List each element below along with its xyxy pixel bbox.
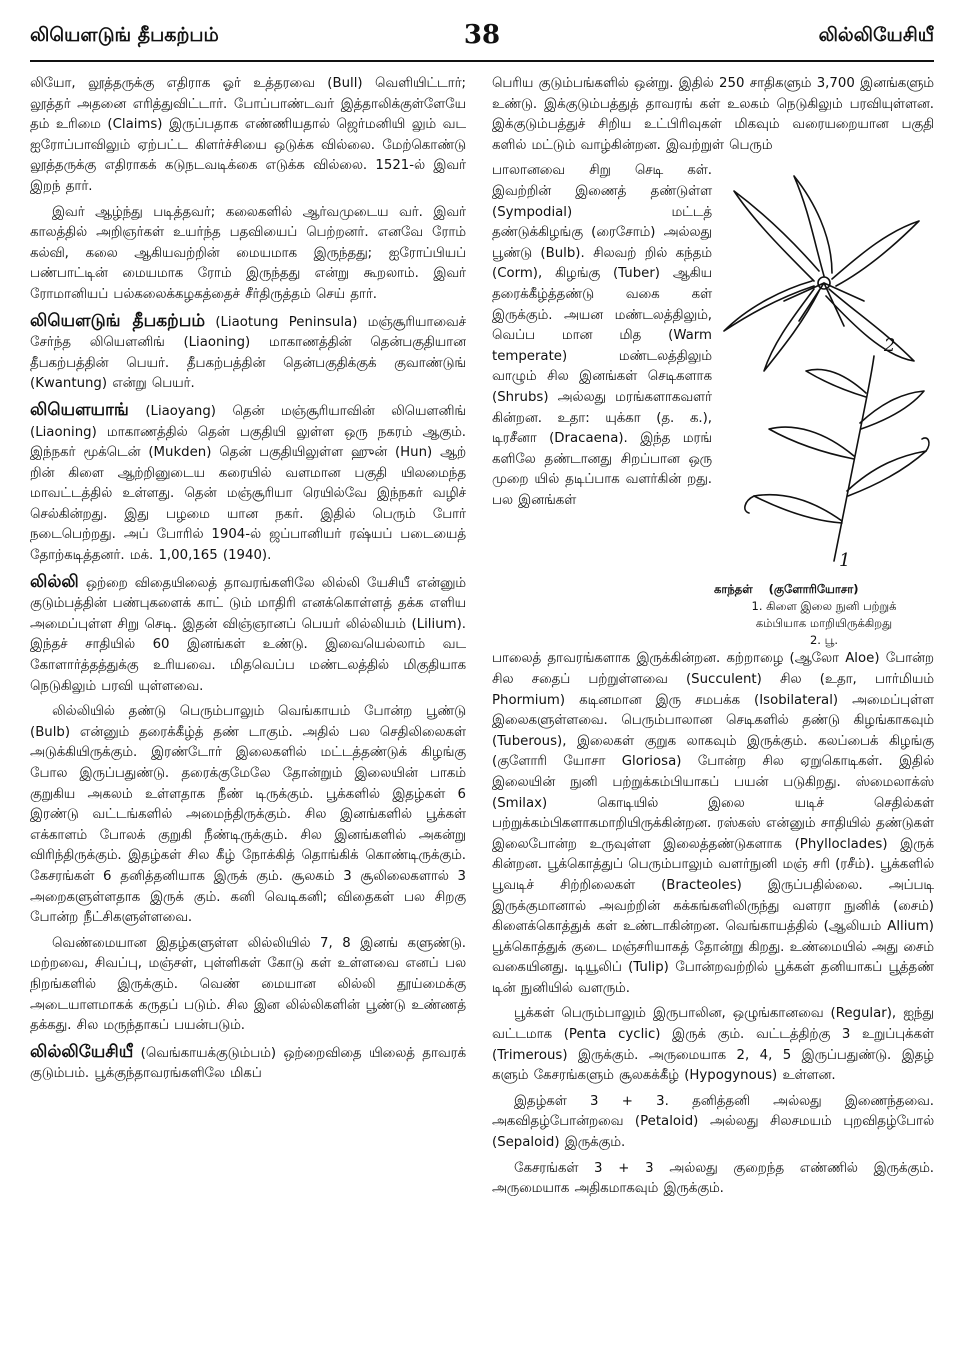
petal-shape [764,289,819,371]
paragraph: பெரிய குடும்பங்களில் ஒன்று. இதில் 250 சாதிகளும் 3,700 இனங்களும் உண்டு. இக்குடும்பத்துத் தாவரங் கள் உலகம் நெடுகிலும் பரவியுள்ளன. இக்குடும்பத்துச் சிறிய உட்பிரிவுகள் மிகவும் வரையறையான பகுதி களில் மட்டும் வாழ்கின்றன. இவற்றுள் பெரும் [492,76,934,153]
entry-lily: லில்லி ஒற்றை விதையிலைத் தாவரங்களிலே லில்லி யேசியீ என்னும் குடும்பத்தின் பண்புகளைக் காட் டும் மாதிரி எனக்கொள்ளத் தக்க எளிய அமைப்புள்ள சிறு செடி. இதன் விஞ்ஞானப் பெயர் லில்லியம் (Lilium). இந்தச் சாதியில் 60 இனங்கள் உண்டு. இவையெல்லாம் வட கோளார்த்தத்துக்கு உரியவை. மிதவெப்ப மண்டலத்தில் மிகுதியாக நெடுகிலும் பரவி யுள்ளவை. [30,571,466,694]
caption-name: காந்தள் [714,582,753,597]
entry-liaotung: லியௌடுங் தீபகற்பம் (Liaotung Peninsula) மஞ்சூரியாவைச் சேர்ந்த லியௌனிங் (Liaoning) மாகாணத்தின் தென்பகுதியான தீபகற்பத்தின் பெயர். தீபகற்பத்தின் தென்பகுதிக்குக் குவாண்டுங் (Kwantung) என்று பெயர். [30,310,466,392]
paragraph: வெண்மையான இதழ்களுள்ள லில்லியில் 7, 8 இனங் களுண்டு. மற்றவை, சிவப்பு, மஞ்சள், புள்ளிகள் கோடு கள் உள்ளவை எனப் பல நிறங்களில் இருக்கும். வெண் மையான லில்லி தூய்மைக்கு அடையாளமாகக் கருதப் படும். சில இன லில்லிகளின் பூண்டு உண்ணத் தக்கது. சில மருந்தாகப் பயன்படும். [30,935,466,1034]
page-number: 38 [463,20,501,50]
leaf-shape [754,495,842,523]
entry-liaoyang: லியௌயாங் (Liaoyang) தென் மஞ்சூரியாவின் லியௌனிங் (Liaoning) மாகாணத்தில் தென் பகுதியி லுள்ள ஒரு நகரம் ஆகும். இந்நகர் மூக்டென் (Mukden) தென் பகுதியிலுள்ள ஹுன் (Hun) ஆற் றின் கிளை ஆற்றினுடைய கரையில் வளமான பகுதி யிலமைந்த மாவட்டத்தில் உள்ளது. தென் மஞ்சூரியா ரெயில்வே இந்நகர் வழிச் செல்கின்றது. இது பழமை யான நகர். இதில் பெரும் போர் நடைபெற்றது. அப் போரில் 1904-ல் ஜப்பானியர் ரஷ்யப் படையைத் தோற்கடித்தனர். மக். 1,00,165 (1940). [30,399,466,564]
paragraph-wrapped: பாலானவை சிறு செடி கள். இவற்றின் இணைத் தண்டுள்ள (Sympodial) மட்டத் தண்டுக்கிழங்கு (ரைசோம்) அல்லது பூண்டு (Bulb). சிலவற் றில் கந்தம் (Corm), கிழங்கு (Tuber) ஆகிய தரைக்கீழ்த்தண்டு வகை கள் இருக்கும். அயன மண்டலத்திலும், வெப்ப மான மித (Warm temperate) மண்டலத்திலும் வாழும் சில இனங்கள் செடிகளாக (Shrubs) அல்லது மரங்களாகவளர் கின்றன. உதா: யுக்கா (த. க.), டிரசீனா (Dracaena). இந்த மரங் களிலே தண்டானது சிறப்பான ஒரு முறை யில் தடிப்பாக வளர்கின் றது. பல இனங்கள் [492,163,712,508]
figure-caption [714,581,934,649]
paragraph: பாலைத் தாவரங்களாக இருக்கின்றன. கற்றாழை (ஆலோ Aloe) போன்ற சில சதைப் பற்றுள்ளவை (Succulent) சில (உதா, பார்மியம் Phormium) கடினமான இரு சமபக்க (Isobilateral) அமைப்புள்ள இலைகளுள்ளவை. பெரும்பாலான செடிகளில் தண்டு கிழங்காகவும் (Tuberous), இலைகள் குறுக லாகவும் இருக்கும். கலப்பைக் கிழங்கு (குளோரி யோசா Gloriosa) போன்ற சில ஏறுகொடிகள். இதில் இலையின் நுனி பற்றுக்கம்பியாகப் பயன் படுகிறது. ஸ்மைலாக்ஸ் (Smilax) கொடியில் இலை யடிச் செதில்கள் பற்றுக்கம்பிகளாகமாறியிருக்கின்றன. ரஸ்கஸ் என்னும் சாதியில் தண்டுகள் இலைபோன்ற உருவுள்ள இலைத்தண்டுகளாக (Phylloclades) இருக் கின்றன. பூக்கொத்துப் பெரும்பாலும் வளர்நுனி மஞ் சரி (ரசீம்). பூக்களில் பூவடிச் சிற்றிலைகள் (Bracteoles) இருப்பதில்லை. அப்படி இருக்குமானால் அவற்றின் கக்கங்களிலிருந்து வளரா நுனிக் (சைம்) கிளைக்கொத்துக் கள் உண்டாகின்றன. வெங்காயத்தில் (ஆலியம் Allium) பூக்கொத்துக் குடை மஞ்சரியாகத் தோன்று கிறது. உண்மையில் அது சைம் வகையினது. டியூலிப் (Tulip) போன்றவற்றில் பூக்கள் தனியாகப் பூத்தண் டின் நுனியில் வளரும். [492,651,934,996]
leaf-tendril [922,438,929,451]
figure-label-2: 2 [884,335,896,357]
page-header [30,20,934,62]
entry-headword: லியௌடுங் தீபகற்பம் [30,310,206,331]
text-columns [30,74,934,1364]
gloriosa-illustration [714,161,934,581]
petal-shape [794,176,832,276]
petal-shape [826,289,914,361]
caption-line: 1. கிளை இலை நுனி பற்றுக் [751,599,897,614]
entry-headword: லியௌயாங் [30,399,129,420]
leaf-shape [860,391,924,429]
petal-shape [832,221,919,286]
paragraph: லியோ, லூத்தருக்கு எதிராக ஓர் உத்தரவை (Bull) வெளியிட்டார்; லூத்தர் அதனை எரித்துவிட்டார். போப்பாண்டவர் இத்தாலிக்குள்ளேயே தம் உரிமை (Claims) இருப்பதாக எண்ணியதால் ஜெர்மனியி லும் வட ஐரோப்பாவிலும் ஏற்பட்ட கிளர்ச்சியை ஒடுக்க வில்லை. மேற்கொண்டு லூத்தருக்கு எதிராகக் கடுநடவடிக்கை எடுக்க வில்லை. 1521-ல் இவர் இறந் தார். [30,76,466,194]
header-right-title: லில்லியேசியீ [818,24,934,46]
paragraph: இதழ்கள் 3 + 3. தனித்தனி அல்லது இணைந்தவை. அகவிதழ்போன்றவை (Petaloid) அல்லது சிலசமயம் புறவிதழ்போல் (Sepaloid) இருக்கும். [492,1093,934,1151]
paragraph: பூக்கள் பெரும்பாலும் இருபாலின, ஒழுங்கானவை (Regular), ஐந்து வட்டமாக (Penta cyclic) இருக் கும். வட்டத்திற்கு 3 உறுப்புக்கள் (Trimerous) இருக்கும். அருமையாக 2, 4, 5 இருப்பதுண்டு. இதழ் களும் கேசரங்களும் சூலகக்கீழ் (Hypogynous) உள்ளன. [492,1006,934,1084]
caption-scientific: (குளோரியோசா) [768,582,859,597]
entry-headword: லில்லியேசியீ [30,1041,134,1062]
paragraph: கேசரங்கள் 3 + 3 அல்லது குறைந்த எண்ணில் இருக்கும். அருமையாக அதிகமாகவும் இருக்கும். [492,1160,934,1197]
left-column [30,74,466,1364]
petal-shape [734,191,819,281]
leaf-shape [847,451,926,496]
caption-line: கம்பியாக மாறியிருக்கிறது [755,616,893,631]
gloriosa-figure [714,161,934,649]
figure-label-1: 1 [839,550,851,572]
entry-liliaceae: லில்லியேசியீ (வெங்காயக்குடும்பம்) ஒற்றைவிதை யிலைத் தாவரக் குடும்பம். பூக்குந்தாவரங்களிலே மிகப் [30,1041,466,1082]
leaf-tendril [745,496,754,513]
paragraph: லில்லியில் தண்டு பெரும்பாலும் வெங்காயம் போன்ற பூண்டு (Bulb) என்னும் தரைக்கீழ்த் தண் டாகும். அதில் பல செதிலிலைகள் அடுக்கியிருக்கும். இரண்டோர் இலைகளில் மட்டத்தண்டுக் கிழங்கு போல இருப்பதுண்டு. தரைக்குமேலே தோன்றும் இலையின் பாகம் குறுகிய அகலம் உள்ளதாக நீண் டிருக்கும். பூக்களில் இதழ்கள் 6 இரண்டு வட்டங்களில் அமைந்திருக்கும். சில இனங்களில் பூக்கள் எக்காளம் போலக் குறுகி நீண்டிருக்கும். சில இனங்களில் அகன்று விரிந்திருக்கும். இதழ்கள் சில கீழ் நோக்கித் தொங்கிக் கொண்டிருக்கும். கேசரங்கள் 6 தனித்தனியாக இருக் கும். சூலகம் 3 சூலிலைகளால் 3 அறைகளுள்ளதாக இருக் கும். கனி வெடிகனி; விதைகள் பல சிறகு போன்ற நீட்சிகளுள்ளவை. [30,704,466,926]
leaf-shape [806,370,866,398]
header-left-title: லியௌடுங் தீபகற்பம் [30,24,219,46]
paragraph: இவர் ஆழ்ந்து படித்தவர்; கலைகளில் ஆர்வமுடைய வர். இவர் காலத்தில் அறிஞர்கள் உயர்ந்த பதவியைப் பெற்றனர். எனவே ரோம் கல்வி, கலை ஆகியவற்றின் மையமாக இருந்தது; ஐரோப்பியப் பண்பாட்டின் மையமாக ரோம் இருந்தது என்று கூறலாம். இவர் ரோமானியப் பல்கலைக்கழகத்தைச் சீர்திருத்தம் செய் தார். [30,204,466,302]
right-column [492,74,934,1364]
caption-line: 2. பூ. [809,633,838,648]
entry-headword: லில்லி [30,571,79,592]
leaf-shape [769,427,854,459]
